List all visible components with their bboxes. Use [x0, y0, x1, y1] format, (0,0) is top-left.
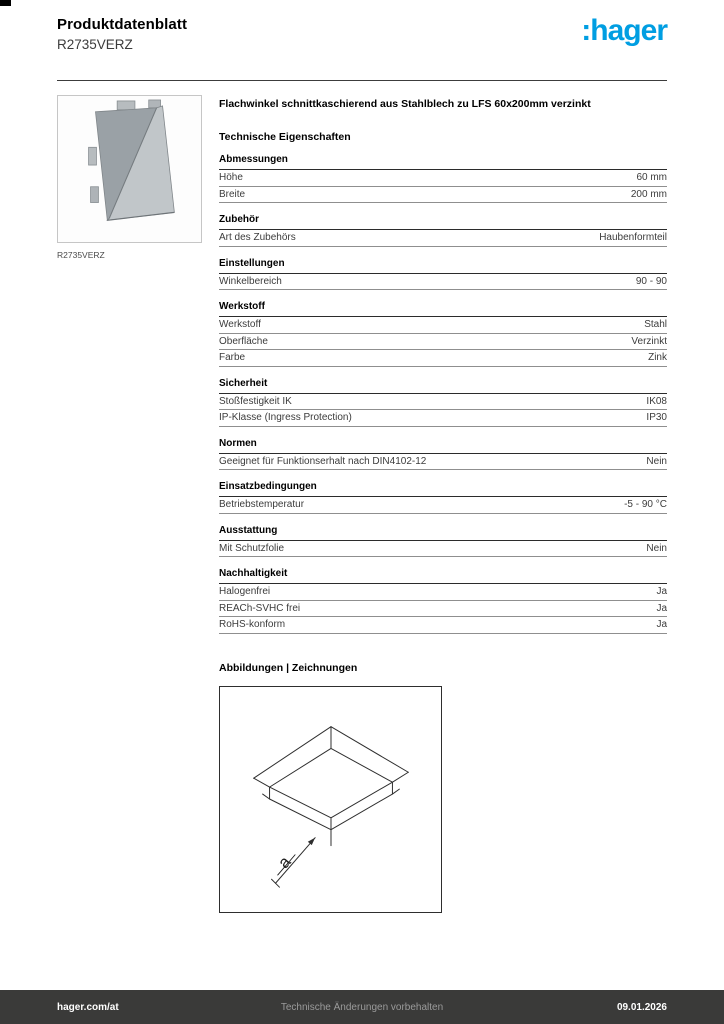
spec-label: Höhe: [219, 172, 243, 183]
spec-value: Ja: [656, 586, 667, 597]
document-footer: [0, 990, 724, 1024]
product-image: [57, 95, 202, 243]
spec-row: [219, 541, 667, 558]
spec-value: Ja: [656, 602, 667, 614]
spec-value: Nein: [646, 542, 667, 554]
hager-logo: [581, 16, 667, 46]
product-image-column: [57, 95, 202, 913]
spec-sections: [219, 154, 667, 634]
spec-row: [219, 230, 667, 247]
spec-value: Verzinkt: [631, 335, 667, 347]
footer-disclaimer: Technische Änderungen vorbehalten: [280, 1001, 444, 1013]
spec-row: [219, 617, 667, 634]
spec-label: IP-Klasse (Ingress Protection): [219, 412, 352, 423]
spec-value: 90 - 90: [635, 275, 667, 287]
spec-column: [219, 95, 667, 913]
spec-value: -5 - 90 °C: [624, 499, 667, 510]
tech-properties-heading: Technische Eigenschaften: [219, 131, 351, 143]
spec-label: REACh-SVHC frei: [219, 602, 301, 614]
spec-row: [219, 350, 667, 367]
spec-section-title: Abmessungen: [219, 154, 667, 170]
logo-wordmark: hager: [590, 14, 667, 47]
spec-row: [219, 334, 667, 351]
spec-section: [219, 438, 667, 471]
spec-section: [219, 154, 667, 203]
header-divider: [57, 80, 667, 81]
spec-section-title: Werkstoff: [219, 301, 667, 317]
spec-row: [219, 170, 667, 187]
spec-row: [219, 187, 667, 204]
spec-row: [219, 454, 667, 471]
spec-section: [219, 258, 667, 291]
content-area: [57, 95, 667, 913]
spec-section-title: Einstellungen: [219, 258, 667, 274]
spec-section: [219, 568, 667, 634]
spec-section: [219, 214, 667, 247]
spec-value: 60 mm: [636, 172, 667, 183]
footer-website-link[interactable]: hager.com/at: [57, 1001, 119, 1013]
spec-section: [219, 378, 667, 427]
spec-label: Betriebstemperatur: [219, 499, 305, 510]
spec-label: Stoßfestigkeit IK: [219, 395, 292, 407]
spec-row: [219, 601, 667, 618]
spec-section-title: Sicherheit: [219, 378, 667, 394]
spec-section-title: Einsatzbedingungen: [219, 481, 667, 497]
spec-section: [219, 481, 667, 514]
header-titles: [57, 16, 187, 52]
spec-row: [219, 410, 667, 427]
spec-label: Werkstoff: [219, 319, 261, 330]
product-id: R2735VERZ: [57, 37, 133, 52]
spec-row: [219, 497, 667, 514]
spec-section-title: Ausstattung: [219, 525, 667, 541]
spec-label: Mit Schutzfolie: [219, 542, 285, 554]
spec-row: [219, 394, 667, 411]
product-title: Flachwinkel schnittkaschierend aus Stahlblech zu LFS 60x200mm verzinkt: [219, 98, 591, 110]
spec-value: Haubenformteil: [599, 232, 667, 243]
spec-section-title: Zubehör: [219, 214, 667, 230]
spec-value: 200 mm: [630, 188, 667, 200]
spec-label: Winkelbereich: [219, 275, 282, 287]
spec-value: IK08: [646, 395, 667, 407]
flat-angle-drawing: [220, 687, 441, 912]
crop-mark: [0, 0, 11, 6]
dimension-label: a: [274, 851, 295, 872]
spec-row: [219, 317, 667, 334]
spec-value: IP30: [646, 412, 667, 423]
spec-row: [219, 584, 667, 601]
spec-section: [219, 301, 667, 367]
spec-value: Stahl: [644, 319, 667, 330]
spec-label: Halogenfrei: [219, 586, 271, 597]
product-image-caption: R2735VERZ: [57, 250, 105, 260]
spec-label: RoHS-konform: [219, 619, 286, 630]
spec-label: Farbe: [219, 352, 246, 363]
spec-label: Breite: [219, 188, 246, 200]
spec-section: [219, 525, 667, 558]
document-header: [57, 16, 667, 52]
spec-label: Art des Zubehörs: [219, 232, 296, 243]
footer-date: 09.01.2026: [616, 1001, 667, 1013]
spec-value: Nein: [646, 455, 667, 467]
technical-drawing: [219, 686, 442, 913]
spec-value: Ja: [656, 619, 667, 630]
product-photo-graphic: [58, 96, 201, 242]
spec-label: Geeignet für Funktionserhalt nach DIN4102-12: [219, 455, 427, 467]
drawings-heading: Abbildungen | Zeichnungen: [219, 661, 358, 674]
logo-colon: :: [581, 14, 591, 47]
spec-section-title: Normen: [219, 438, 667, 454]
spec-section-title: Nachhaltigkeit: [219, 568, 667, 584]
spec-label: Oberfläche: [219, 335, 268, 347]
spec-row: [219, 274, 667, 291]
spec-value: Zink: [648, 352, 667, 363]
doc-type-title: Produktdatenblatt: [57, 16, 188, 33]
